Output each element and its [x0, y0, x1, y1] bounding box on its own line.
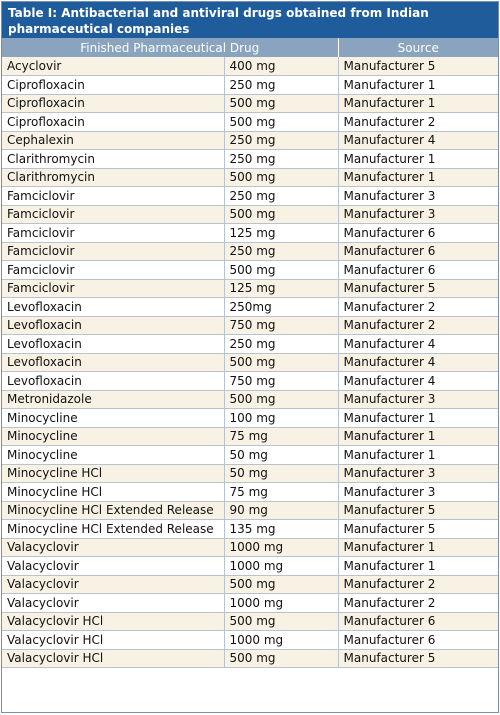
table-row [2, 224, 498, 243]
drug-name-cell: Valacyclovir [2, 594, 224, 613]
drug-name-cell: Valacyclovir HCl [2, 612, 224, 631]
table-row [2, 261, 498, 280]
source-cell: Manufacturer 5 [338, 520, 498, 539]
source-cell: Manufacturer 2 [338, 575, 498, 594]
table-row [2, 150, 498, 169]
dose-cell: 50 mg [224, 446, 338, 465]
table-row [2, 538, 498, 557]
source-cell: Manufacturer 2 [338, 316, 498, 335]
dose-cell: 250 mg [224, 131, 338, 150]
drug-name-cell: Minocycline HCl [2, 464, 224, 483]
table-row [2, 649, 498, 668]
dose-cell: 500 mg [224, 575, 338, 594]
table-container [1, 1, 499, 713]
table-row [2, 631, 498, 650]
source-cell: Manufacturer 1 [338, 76, 498, 95]
drug-name-cell: Valacyclovir [2, 575, 224, 594]
drug-name-cell: Famciclovir [2, 205, 224, 224]
dose-cell: 500 mg [224, 261, 338, 280]
drug-name-cell: Minocycline [2, 409, 224, 428]
dose-cell: 500 mg [224, 168, 338, 187]
dose-cell: 50 mg [224, 464, 338, 483]
source-cell: Manufacturer 5 [338, 649, 498, 668]
table-row [2, 446, 498, 465]
table-row [2, 57, 498, 76]
dose-cell: 500 mg [224, 113, 338, 132]
source-cell: Manufacturer 3 [338, 187, 498, 206]
source-cell: Manufacturer 1 [338, 409, 498, 428]
table-row [2, 520, 498, 539]
source-cell: Manufacturer 5 [338, 501, 498, 520]
dose-cell: 1000 mg [224, 557, 338, 576]
table-row [2, 353, 498, 372]
drug-name-cell: Levofloxacin [2, 335, 224, 354]
dose-cell: 750 mg [224, 316, 338, 335]
table-row [2, 131, 498, 150]
table-header [2, 38, 498, 57]
source-cell: Manufacturer 1 [338, 538, 498, 557]
drug-name-cell: Famciclovir [2, 261, 224, 280]
drug-name-cell: Ciprofloxacin [2, 94, 224, 113]
dose-cell: 750 mg [224, 372, 338, 391]
table-row [2, 168, 498, 187]
dose-cell: 250 mg [224, 187, 338, 206]
drug-name-cell: Levofloxacin [2, 316, 224, 335]
dose-cell: 500 mg [224, 353, 338, 372]
drug-name-cell: Ciprofloxacin [2, 113, 224, 132]
dose-cell: 1000 mg [224, 594, 338, 613]
dose-cell: 500 mg [224, 612, 338, 631]
drug-name-cell: Famciclovir [2, 242, 224, 261]
drug-name-cell: Minocycline [2, 427, 224, 446]
source-cell: Manufacturer 2 [338, 298, 498, 317]
dose-cell: 500 mg [224, 205, 338, 224]
dose-cell: 1000 mg [224, 631, 338, 650]
drug-name-cell: Acyclovir [2, 57, 224, 76]
source-cell: Manufacturer 6 [338, 612, 498, 631]
drug-name-cell: Clarithromycin [2, 168, 224, 187]
source-cell: Manufacturer 1 [338, 94, 498, 113]
source-cell: Manufacturer 1 [338, 427, 498, 446]
dose-cell: 90 mg [224, 501, 338, 520]
drug-name-cell: Famciclovir [2, 279, 224, 298]
source-cell: Manufacturer 4 [338, 131, 498, 150]
drug-name-cell: Valacyclovir HCl [2, 649, 224, 668]
dose-cell: 250 mg [224, 150, 338, 169]
table-title-label: Table I [8, 6, 53, 20]
table-row [2, 427, 498, 446]
drug-table [2, 38, 498, 668]
dose-cell: 400 mg [224, 57, 338, 76]
table-row [2, 242, 498, 261]
source-cell: Manufacturer 5 [338, 279, 498, 298]
dose-cell: 125 mg [224, 224, 338, 243]
source-cell: Manufacturer 4 [338, 335, 498, 354]
source-cell: Manufacturer 3 [338, 483, 498, 502]
source-cell: Manufacturer 6 [338, 261, 498, 280]
dose-cell: 250 mg [224, 335, 338, 354]
dose-cell: 1000 mg [224, 538, 338, 557]
table-row [2, 335, 498, 354]
table-body [2, 57, 498, 668]
dose-cell: 100 mg [224, 409, 338, 428]
source-cell: Manufacturer 6 [338, 242, 498, 261]
table-row [2, 390, 498, 409]
table-row [2, 575, 498, 594]
drug-name-cell: Ciprofloxacin [2, 76, 224, 95]
table-row [2, 483, 498, 502]
table-row [2, 298, 498, 317]
table-row [2, 612, 498, 631]
dose-cell: 250 mg [224, 76, 338, 95]
drug-name-cell: Levofloxacin [2, 372, 224, 391]
drug-name-cell: Valacyclovir HCl [2, 631, 224, 650]
table-row [2, 279, 498, 298]
drug-name-cell: Minocycline HCl Extended Release [2, 501, 224, 520]
source-cell: Manufacturer 2 [338, 594, 498, 613]
drug-name-cell: Clarithromycin [2, 150, 224, 169]
table-row [2, 113, 498, 132]
source-cell: Manufacturer 3 [338, 390, 498, 409]
dose-cell: 500 mg [224, 649, 338, 668]
source-cell: Manufacturer 3 [338, 464, 498, 483]
drug-name-cell: Famciclovir [2, 224, 224, 243]
table-row [2, 594, 498, 613]
source-cell: Manufacturer 2 [338, 113, 498, 132]
source-cell: Manufacturer 5 [338, 57, 498, 76]
table-row [2, 501, 498, 520]
table-row [2, 464, 498, 483]
dose-cell: 125 mg [224, 279, 338, 298]
dose-cell: 250mg [224, 298, 338, 317]
drug-name-cell: Levofloxacin [2, 298, 224, 317]
table-title-text: : Antibacterial and antiviral drugs obtained from Indian pharmaceutical companies [8, 6, 429, 36]
source-cell: Manufacturer 1 [338, 446, 498, 465]
dose-cell: 75 mg [224, 483, 338, 502]
source-cell: Manufacturer 4 [338, 353, 498, 372]
source-cell: Manufacturer 1 [338, 150, 498, 169]
drug-name-cell: Famciclovir [2, 187, 224, 206]
drug-name-cell: Valacyclovir [2, 538, 224, 557]
source-cell: Manufacturer 4 [338, 372, 498, 391]
table-row [2, 187, 498, 206]
drug-name-cell: Minocycline HCl Extended Release [2, 520, 224, 539]
table-title [2, 2, 498, 38]
header-drug: Finished Pharmaceutical Drug [2, 38, 338, 57]
drug-name-cell: Cephalexin [2, 131, 224, 150]
table-row [2, 372, 498, 391]
table-row [2, 557, 498, 576]
table-row [2, 76, 498, 95]
table-row [2, 94, 498, 113]
header-source: Source [338, 38, 498, 57]
drug-name-cell: Valacyclovir [2, 557, 224, 576]
dose-cell: 500 mg [224, 390, 338, 409]
drug-name-cell: Metronidazole [2, 390, 224, 409]
dose-cell: 135 mg [224, 520, 338, 539]
table-row [2, 205, 498, 224]
dose-cell: 75 mg [224, 427, 338, 446]
table-row [2, 316, 498, 335]
table-row [2, 409, 498, 428]
source-cell: Manufacturer 3 [338, 205, 498, 224]
source-cell: Manufacturer 1 [338, 557, 498, 576]
source-cell: Manufacturer 6 [338, 224, 498, 243]
drug-name-cell: Levofloxacin [2, 353, 224, 372]
dose-cell: 250 mg [224, 242, 338, 261]
source-cell: Manufacturer 1 [338, 168, 498, 187]
drug-name-cell: Minocycline [2, 446, 224, 465]
source-cell: Manufacturer 6 [338, 631, 498, 650]
drug-name-cell: Minocycline HCl [2, 483, 224, 502]
dose-cell: 500 mg [224, 94, 338, 113]
